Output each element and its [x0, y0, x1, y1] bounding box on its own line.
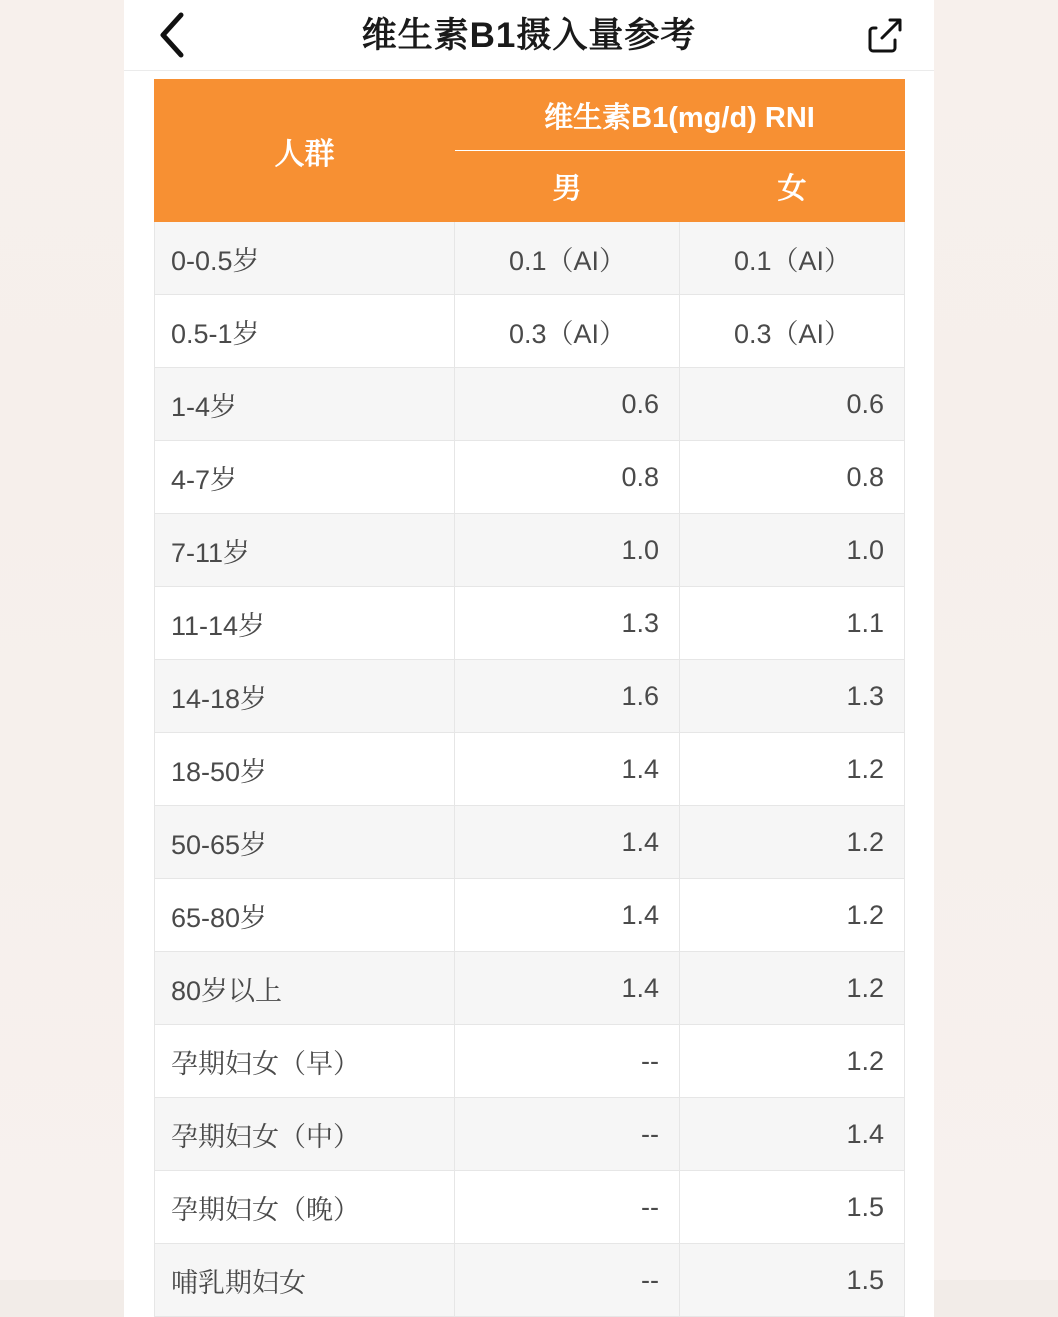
column-header-male: 男 — [455, 151, 680, 222]
page-title: 维生素B1摄入量参考 — [361, 15, 697, 55]
cell-male-value: 0.1（AI） — [455, 222, 680, 295]
cell-female-value: 1.4 — [680, 1098, 905, 1171]
cell-female-value: 0.1（AI） — [680, 222, 905, 295]
table-row — [155, 222, 905, 295]
table-row — [155, 660, 905, 733]
table-row — [155, 1244, 905, 1317]
cell-male-value: -- — [455, 1171, 680, 1244]
table-row — [155, 295, 905, 368]
cell-male-value: 1.0 — [455, 514, 680, 587]
cell-population: 14-18岁 — [155, 660, 455, 733]
cell-female-value: 0.6 — [680, 368, 905, 441]
table-body — [155, 222, 905, 1317]
table-row — [155, 1171, 905, 1244]
table-row — [155, 587, 905, 660]
cell-population: 0-0.5岁 — [155, 222, 455, 295]
cell-male-value: 1.6 — [455, 660, 680, 733]
cell-female-value: 1.5 — [680, 1244, 905, 1317]
table-row — [155, 1098, 905, 1171]
cell-male-value: -- — [455, 1098, 680, 1171]
cell-female-value: 1.3 — [680, 660, 905, 733]
navigation-bar — [124, 0, 934, 71]
table-header — [155, 80, 905, 222]
table-row — [155, 952, 905, 1025]
column-header-female: 女 — [680, 151, 905, 222]
cell-female-value: 1.2 — [680, 952, 905, 1025]
cell-female-value: 1.2 — [680, 733, 905, 806]
cell-female-value: 1.2 — [680, 1025, 905, 1098]
cell-population: 50-65岁 — [155, 806, 455, 879]
table-row — [155, 1025, 905, 1098]
cell-female-value: 1.2 — [680, 879, 905, 952]
share-icon[interactable] — [862, 12, 908, 58]
column-header-group: 维生素B1(mg/d) RNI — [455, 80, 905, 151]
table-row — [155, 368, 905, 441]
cell-population: 7-11岁 — [155, 514, 455, 587]
cell-population: 孕期妇女（早） — [155, 1025, 455, 1098]
cell-female-value: 1.2 — [680, 806, 905, 879]
cell-population: 哺乳期妇女 — [155, 1244, 455, 1317]
table-row — [155, 806, 905, 879]
article-viewport — [124, 0, 934, 1298]
table-container — [124, 71, 934, 1317]
cell-population: 0.5-1岁 — [155, 295, 455, 368]
cell-male-value: 1.4 — [455, 879, 680, 952]
cell-female-value: 1.1 — [680, 587, 905, 660]
table-row — [155, 733, 905, 806]
cell-population: 80岁以上 — [155, 952, 455, 1025]
vitamin-b1-rni-table — [154, 79, 905, 1317]
cell-female-value: 0.8 — [680, 441, 905, 514]
cell-population: 65-80岁 — [155, 879, 455, 952]
table-row — [155, 441, 905, 514]
cell-population: 1-4岁 — [155, 368, 455, 441]
cell-male-value: 1.4 — [455, 806, 680, 879]
cell-male-value: 0.6 — [455, 368, 680, 441]
cell-female-value: 1.0 — [680, 514, 905, 587]
cell-male-value: 1.4 — [455, 733, 680, 806]
cell-male-value: 0.8 — [455, 441, 680, 514]
cell-female-value: 1.5 — [680, 1171, 905, 1244]
chevron-left-icon[interactable] — [150, 13, 194, 57]
cell-population: 孕期妇女（中） — [155, 1098, 455, 1171]
cell-population: 18-50岁 — [155, 733, 455, 806]
cell-male-value: 1.4 — [455, 952, 680, 1025]
cell-male-value: -- — [455, 1025, 680, 1098]
cell-population: 11-14岁 — [155, 587, 455, 660]
cell-population: 孕期妇女（晚） — [155, 1171, 455, 1244]
cell-population: 4-7岁 — [155, 441, 455, 514]
cell-male-value: 0.3（AI） — [455, 295, 680, 368]
cell-female-value: 0.3（AI） — [680, 295, 905, 368]
cell-male-value: -- — [455, 1244, 680, 1317]
cell-male-value: 1.3 — [455, 587, 680, 660]
table-row — [155, 514, 905, 587]
column-header-population: 人群 — [155, 80, 455, 222]
table-row — [155, 879, 905, 952]
